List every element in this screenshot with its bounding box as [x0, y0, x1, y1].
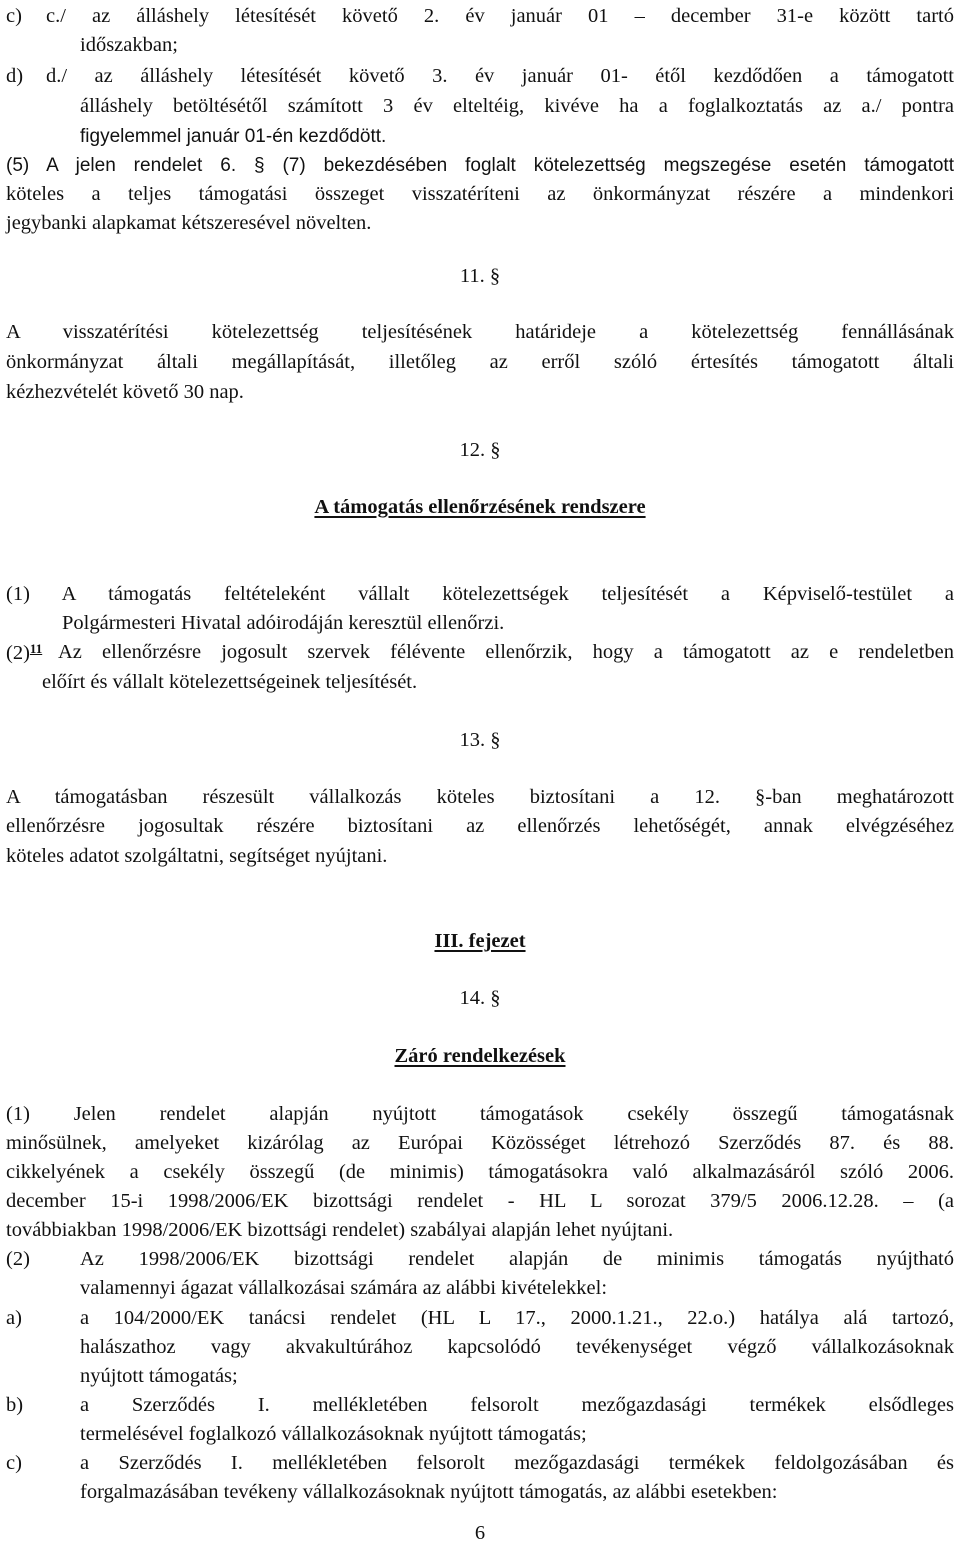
para5-line2: köteles a teljes támogatási összeget visszatéríteni az önkormányzat részére a mindenkori	[6, 183, 954, 205]
list-item-a-line1: a 104/2000/EK tanácsi rendelet (HL L 17., 2000.1.21., 22.o.) hatálya alá tartozó,	[80, 1307, 954, 1329]
list-item-c2-line1: a Szerződés I. mellékletében felsorolt mezőgazdasági termékek feldolgozásában és	[80, 1452, 954, 1474]
section-12-heading: 12. §	[459, 439, 501, 461]
section-14-p2-label: (2)	[6, 1248, 30, 1270]
list-item-b-line1: a Szerződés I. mellékletében felsorolt mezőgazdasági termékek elsődleges	[80, 1394, 954, 1416]
section-14-heading: 14. §	[459, 987, 501, 1009]
list-item-d-line2: álláshely betöltésétől számított 3 év elteltéig, kivéve ha a foglalkoztatás az a./ pontra	[80, 95, 954, 117]
section-14-p2-line1: Az 1998/2006/EK bizottsági rendelet alapján de minimis támogatás nyújtható	[80, 1248, 954, 1270]
section-14-p1-line4: december 15-i 1998/2006/EK bizottsági rendelet - HL L sorozat 379/5 2006.12.28. – (a	[6, 1190, 954, 1212]
para5-line3: jegybanki alapkamat kétszeresével növelten.	[6, 212, 372, 234]
section-12-p2-number: (2)	[6, 642, 30, 664]
section-12-p2-label	[6, 642, 42, 664]
section-14-p2-line2: valamennyi ágazat vállalkozásai számára az alábbi kivételekkel:	[80, 1277, 608, 1299]
list-label-c: c)	[6, 5, 22, 27]
para5-line1	[6, 155, 954, 176]
list-item-d-line1: d./ az álláshely létesítését követő 3. év január 01- étől kezdődően a támogatott	[46, 65, 954, 87]
list-item-c-line1: c./ az álláshely létesítését követő 2. év január 01 – december 31-e között tartó	[46, 5, 954, 27]
list-label-b: b)	[6, 1394, 24, 1416]
section-11-line2: önkormányzat általi megállapítását, illetőleg az erről szóló értesítés támogatott általi	[6, 351, 954, 373]
section-13-heading: 13. §	[459, 729, 501, 751]
section-13-line2: ellenőrzésre jogosultak részére biztosítani az ellenőrzés lehetőségét, annak elvégzéséhez	[6, 815, 954, 837]
footnote-11-link[interactable]: 11	[29, 641, 43, 656]
chapter-title: III. fejezet	[434, 930, 526, 952]
list-label-c2: c)	[6, 1452, 22, 1474]
section-12-p2-line2: előírt és vállalt kötelezettségeinek teljesítését.	[42, 671, 418, 693]
list-item-d-line3: figyelemmel január 01-én kezdődött.	[80, 126, 387, 147]
para5-prefix: (5) A jelen rendelet 6. § (7) bekezdésében foglalt kötelezettség megszegése esetén támogatott	[6, 155, 954, 176]
list-item-c-line2: időszakban;	[80, 34, 178, 56]
list-item-a-line2: halászathoz vagy akvakultúrához kapcsolódó tevékenységet végző vállalkozásoknak	[80, 1336, 954, 1358]
list-item-b-line2: termelésével foglalkozó vállalkozásoknak nyújtott támogatás;	[80, 1423, 587, 1445]
section-14-title: Záró rendelkezések	[394, 1045, 566, 1067]
section-13-line3: köteles adatot szolgáltatni, segítséget nyújtani.	[6, 845, 388, 867]
section-13-line1: A támogatásban részesült vállalkozás köteles biztosítani a 12. §-ban meghatározott	[6, 786, 954, 808]
list-label-a: a)	[6, 1307, 22, 1329]
section-14-p1-line1: (1) Jelen rendelet alapján nyújtott támogatások csekély összegű támogatásnak	[6, 1103, 954, 1125]
section-14-p1-line2: minősülnek, amelyeket kizárólag az Európai Közösséget létrehozó Szerződés 87. és 88.	[6, 1132, 954, 1154]
list-label-d: d)	[6, 65, 24, 87]
section-12-p2-line1: Az ellenőrzésre jogosult szervek félévente ellenőrzik, hogy a támogatott az e rendeletben	[58, 641, 954, 663]
page-number: 6	[474, 1522, 486, 1544]
section-12-p1-line1: (1) A támogatás feltételeként vállalt kötelezettségek teljesítését a Képviselő-testület a	[6, 583, 954, 605]
section-12-p1-line2: Polgármesteri Hivatal adóirodáján keresztül ellenőrzi.	[62, 612, 505, 634]
section-12-title: A támogatás ellenőrzésének rendszere	[314, 496, 646, 518]
section-14-p1-line5: továbbiakban 1998/2006/EK bizottsági rendelet) szabályai alapján lehet nyújtani.	[6, 1219, 674, 1241]
list-item-c2-line2: forgalmazásában tevékeny vállalkozásoknak nyújtott támogatás, az alábbi esetekben:	[80, 1481, 778, 1503]
list-item-a-line3: nyújtott támogatás;	[80, 1365, 238, 1387]
section-11-line3: kézhezvételét követő 30 nap.	[6, 381, 244, 403]
section-11-heading: 11. §	[459, 265, 501, 287]
section-11-line1: A visszatérítési kötelezettség teljesítésének határideje a kötelezettség fennállásának	[6, 321, 954, 343]
section-14-p1-line3: cikkelyének a csekély összegű (de minimis) támogatásokra való alkalmazásáról szóló 2006.	[6, 1161, 954, 1183]
